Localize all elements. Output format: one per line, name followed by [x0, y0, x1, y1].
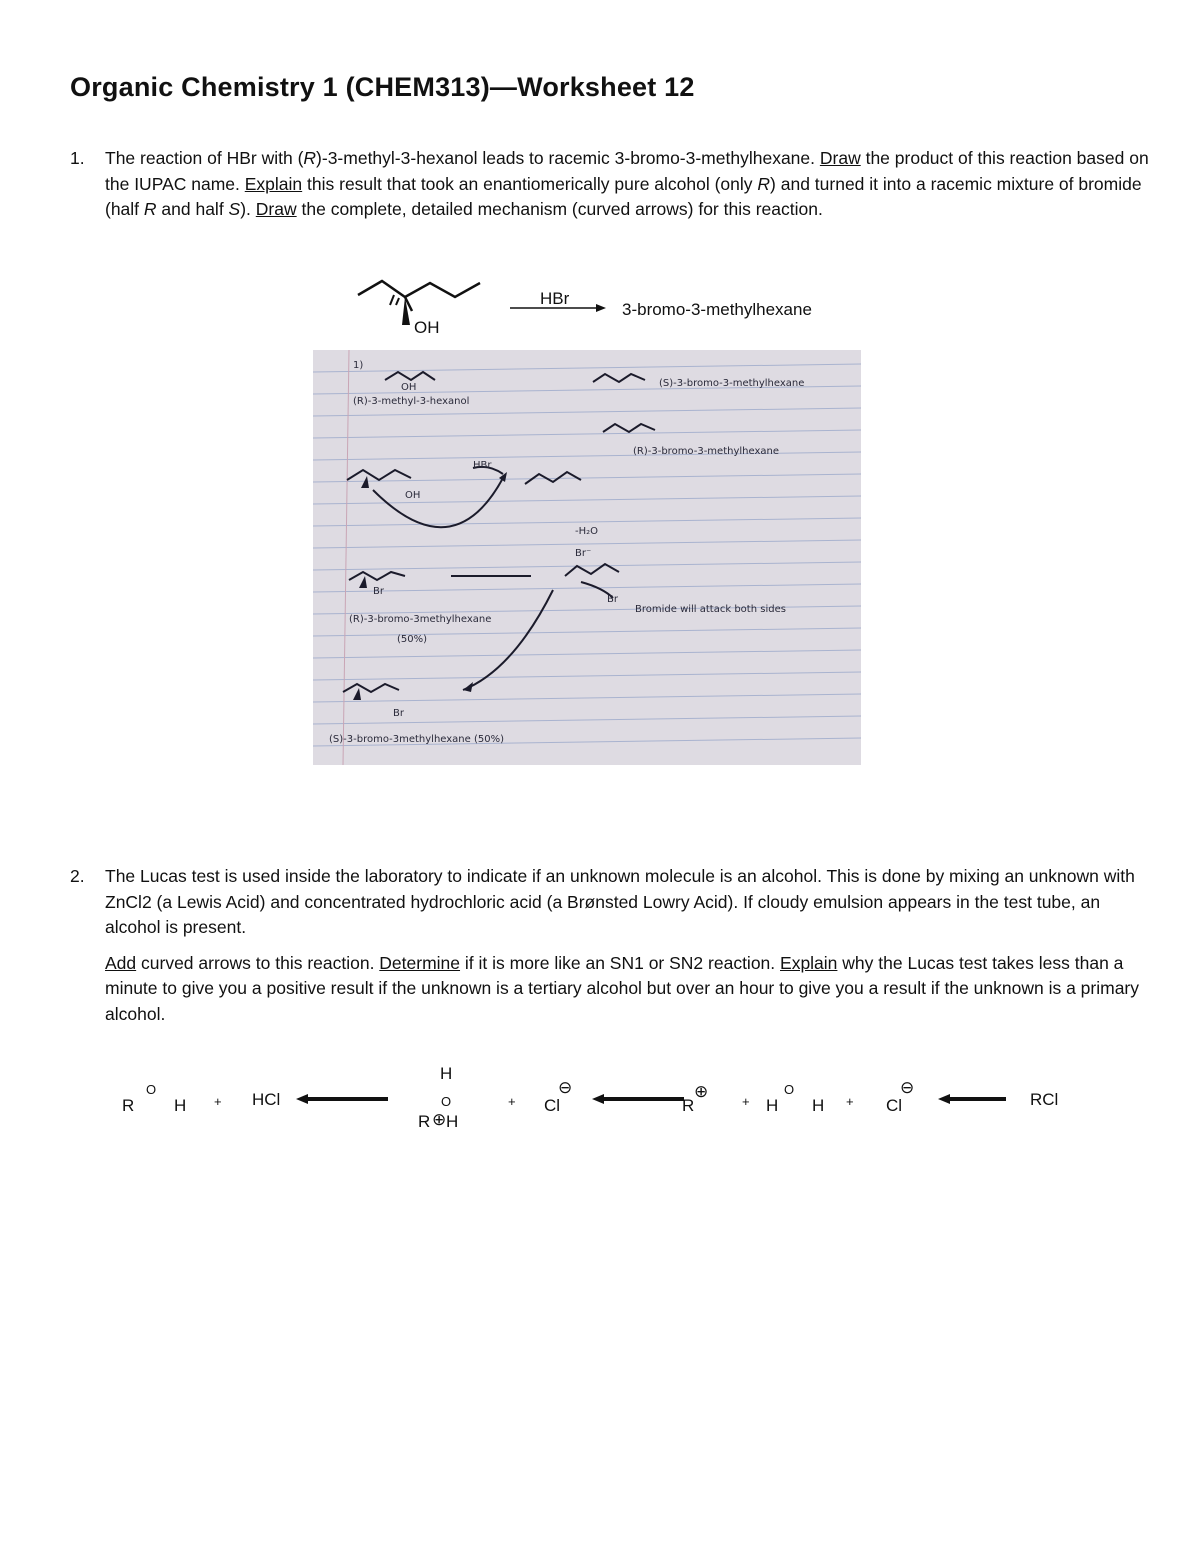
hw-br-mid: Br: [607, 594, 618, 605]
hw-r-product: (R)-3-bromo-3-methylhexane: [633, 446, 780, 457]
handwritten-mechanism-photo: [313, 350, 861, 765]
oh-label: OH: [414, 318, 440, 337]
hw-br-top: Br⁻: [575, 548, 592, 559]
hydrogen: H: [440, 1064, 453, 1083]
part-label: 1): [353, 360, 364, 371]
hcl: HCl: [252, 1090, 281, 1109]
page-title: Organic Chemistry 1 (CHEM313)—Worksheet 12: [70, 72, 695, 102]
r-group: R: [418, 1112, 431, 1131]
plus-sign: +: [742, 1094, 750, 1109]
hw-oh-1: OH: [401, 382, 417, 393]
hw-r-pct: (50%): [397, 634, 428, 645]
question-2-paragraph-2: Add curved arrows to this reaction. Determine if it is more like an SN1 or SN2 reaction. Explain why the Lucas test takes less than a minute to give you a positive result if the unknown is a tertiary alcohol but over an hour to give you a result if the unknown is a primary alcohol.: [105, 952, 1140, 1024]
equilibrium-arrow-2: [592, 1092, 688, 1106]
chloride: Cl: [886, 1096, 903, 1115]
hw-s-product: (S)-3-bromo-3-methylhexane: [659, 378, 805, 389]
question-1: [70, 146, 1160, 223]
question-1-text: The reaction of HBr with (R)-3-methyl-3-hexanol leads to racemic 3-bromo-3-methylhexane. Draw the product of this reaction based on the IUPAC name. Explain this result that took an enantiomerically pure alcohol (only R) and turned it into a racemic mixture of bromide (half R and half S). Draw the complete, detailed mechanism (curved arrows) for this reaction.: [105, 148, 1149, 219]
hw-water-loss: -H₂O: [575, 526, 599, 537]
hw-hbr: HBr: [473, 460, 492, 471]
alkyl-chloride: RCl: [1030, 1090, 1059, 1109]
negative-charge: ⊖: [558, 1078, 573, 1097]
equilibrium-arrow-3: [938, 1092, 1010, 1106]
hw-start-name: (R)-3-methyl-3-hexanol: [353, 396, 470, 407]
notebook-page: [313, 350, 861, 765]
reaction-arrow: [508, 302, 608, 314]
equilibrium-arrow-1: [296, 1092, 392, 1106]
plus-sign: +: [846, 1094, 854, 1109]
chloride: Cl: [544, 1096, 561, 1115]
r-group: R: [122, 1096, 135, 1115]
carbocation: R: [682, 1096, 695, 1115]
plus-sign: +: [214, 1094, 222, 1109]
hydrogen: H: [766, 1096, 779, 1115]
question-2-paragraph-1: The Lucas test is used inside the laboratory to indicate if an unknown molecule is an alcohol. This is done by mixing an unknown with ZnCl2 (a Lewis Acid) and concentrated hydrochloric acid (a Brønsted Lowry Acid). If cloudy emulsion appears in the test tube, an alcohol is present.: [105, 866, 1135, 937]
hw-note: Bromide will attack both sides: [635, 604, 786, 615]
plus-sign: +: [508, 1094, 516, 1109]
positive-charge: ⊕: [694, 1082, 709, 1101]
question-2: [70, 864, 1160, 1027]
oxygen: O: [146, 1082, 157, 1097]
hydrogen: H: [446, 1112, 459, 1131]
positive-charge: ⊕: [432, 1110, 447, 1129]
hw-br-left: Br: [373, 586, 384, 597]
product-name: 3-bromo-3-methylhexane: [622, 300, 812, 319]
question-number: 1.: [70, 148, 85, 168]
hydrogen: H: [812, 1096, 825, 1115]
hw-r-name: (R)-3-bromo-3methylhexane: [349, 614, 492, 625]
oxygen: O: [441, 1094, 452, 1109]
oxygen: O: [784, 1082, 795, 1097]
hw-s-name: (S)-3-bromo-3methylhexane (50%): [329, 734, 505, 745]
hw-br-bottom: Br: [393, 708, 404, 719]
hydrogen: H: [174, 1096, 187, 1115]
negative-charge: ⊖: [900, 1078, 915, 1097]
question-number: 2.: [70, 866, 85, 886]
reagent-label: HBr: [540, 289, 570, 308]
hw-oh-2: OH: [405, 490, 421, 501]
